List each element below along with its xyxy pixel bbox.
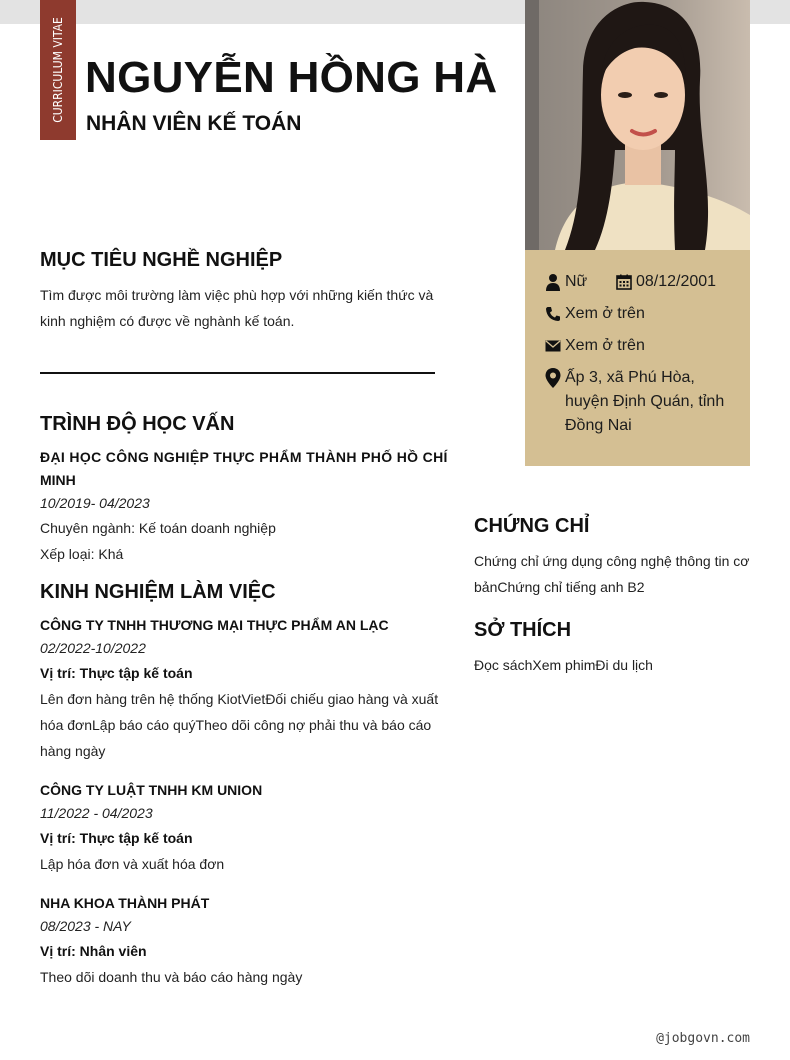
education-major: Chuyên ngành: Kế toán doanh nghiệp xyxy=(40,520,276,536)
job-2-company: CÔNG TY LUẬT TNHH KM UNION xyxy=(40,782,263,798)
candidate-name: NGUYỄN HỒNG HÀ xyxy=(85,53,498,102)
watermark: @jobgovn.com xyxy=(656,1031,750,1046)
job-2-position: Vị trí: Thực tập kế toán xyxy=(40,830,193,846)
phone-row xyxy=(544,302,645,326)
job-1-company: CÔNG TY TNHH THƯƠNG MẠI THỰC PHẨM AN LẠC xyxy=(40,617,389,633)
address-value xyxy=(565,366,724,438)
objective-line-1: Tìm được môi trường làm việc phù hợp với những kiến thức và xyxy=(40,287,434,303)
phone-value: Xem ở trên xyxy=(565,305,645,322)
birthdate-value: 08/12/2001 xyxy=(636,273,717,290)
job-3-company: NHA KHOA THÀNH PHÁT xyxy=(40,895,210,911)
objective-heading: MỤC TIÊU NGHỀ NGHIỆP xyxy=(40,249,283,271)
email-value: Xem ở trên xyxy=(565,337,645,354)
job-3-position: Vị trí: Nhân viên xyxy=(40,943,147,959)
birthdate-row xyxy=(615,270,716,294)
certificates-line-2: bảnChứng chỉ tiếng anh B2 xyxy=(474,579,645,595)
section-divider xyxy=(40,372,435,374)
address-line-3: Đồng Nai xyxy=(565,417,632,434)
job-1-desc-line-3: hàng ngày xyxy=(40,743,106,759)
person-icon xyxy=(544,270,562,294)
job-1-position: Vị trí: Thực tập kế toán xyxy=(40,665,193,681)
job-2-period: 11/2022 - 04/2023 xyxy=(40,805,153,821)
education-period: 10/2019- 04/2023 xyxy=(40,495,150,511)
hobbies-heading: SỞ THÍCH xyxy=(474,619,572,641)
job-1-period: 02/2022-10/2022 xyxy=(40,640,146,656)
objective-line-2: kinh nghiệm có được về nghành kế toán. xyxy=(40,313,295,329)
address-line-1: Ấp 3, xã Phú Hòa, xyxy=(565,369,695,386)
email-row xyxy=(544,334,645,358)
location-pin-icon xyxy=(544,366,562,390)
calendar-icon xyxy=(615,270,633,294)
certificates-heading: CHỨNG CHỈ xyxy=(474,515,590,537)
hobbies-text: Đọc sáchXem phimĐi du lịch xyxy=(474,657,653,673)
gender-value: Nữ xyxy=(565,273,588,290)
education-school-line-1: ĐẠI HỌC CÔNG NGHIỆP THỰC PHẨM THÀNH PHỐ HỒ CHÍ xyxy=(40,449,448,465)
education-grade: Xếp loại: Khá xyxy=(40,546,124,562)
address-line-2: huyện Định Quán, tỉnh xyxy=(565,393,725,410)
education-school-line-2: MINH xyxy=(40,472,76,488)
curriculum-vitae-label: CURRICULUM VITAE xyxy=(51,17,65,123)
certificates-line-1: Chứng chỉ ứng dụng công nghệ thông tin cơ xyxy=(474,553,750,569)
address-row xyxy=(544,366,724,438)
curriculum-vitae-tab xyxy=(40,0,76,140)
profile-photo xyxy=(525,0,750,250)
contact-panel xyxy=(525,250,750,466)
gender-row xyxy=(544,270,587,294)
experience-heading: KINH NGHIỆM LÀM VIỆC xyxy=(40,581,276,603)
mail-icon xyxy=(544,334,562,358)
job-3-period: 08/2023 - NAY xyxy=(40,918,131,934)
phone-icon xyxy=(544,302,562,326)
job-3-desc-line-1: Theo dõi doanh thu và báo cáo hàng ngày xyxy=(40,969,303,985)
job-title: NHÂN VIÊN KẾ TOÁN xyxy=(86,112,302,135)
education-heading: TRÌNH ĐỘ HỌC VẤN xyxy=(40,413,235,435)
job-1-desc-line-1: Lên đơn hàng trên hệ thống KiotVietĐối chiếu giao hàng và xuất xyxy=(40,691,439,707)
job-2-desc-line-1: Lập hóa đơn và xuất hóa đơn xyxy=(40,856,225,872)
job-1-desc-line-2: hóa đơnLập báo cáo quýTheo dõi công nợ phải thu và báo cáo xyxy=(40,717,432,733)
